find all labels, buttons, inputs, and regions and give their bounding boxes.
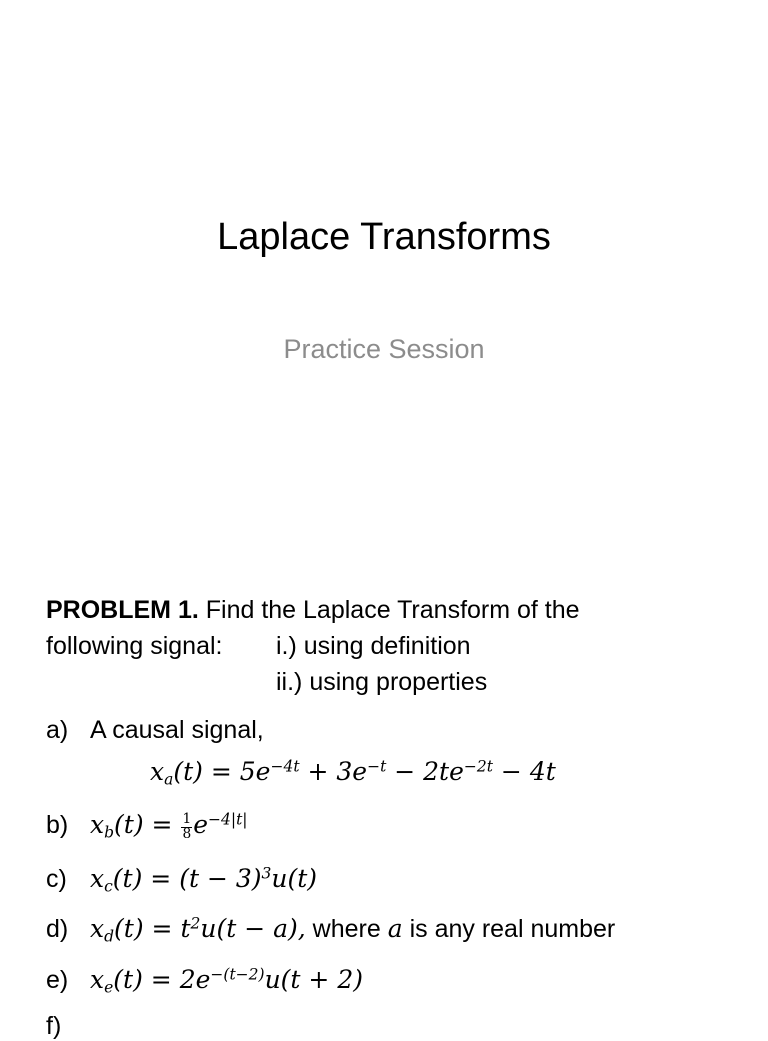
slide-title: Laplace Transforms [217, 216, 551, 258]
problem-line-1 [46, 592, 746, 628]
eq-c-lhs: x [90, 864, 105, 893]
part-c-label: c) [46, 865, 67, 893]
eq-b-fraction [181, 813, 192, 842]
part-c [46, 864, 317, 894]
eq-a-sub: a [164, 770, 174, 789]
eq-b-exp: −4|t| [208, 810, 248, 829]
part-b-equation [90, 810, 248, 842]
eq-c-exp: 3 [261, 864, 272, 883]
part-d-text-1: where [305, 915, 388, 943]
problem-text-2: following signal: [46, 632, 223, 660]
eq-a-rhs-2: + 3e [299, 757, 368, 786]
eq-d-exp: 2 [190, 914, 201, 933]
eq-d-rhs: (t) = t [114, 914, 191, 943]
eq-a-exp-1: −4t [270, 757, 300, 776]
part-d-text-2: is any real number [402, 915, 616, 943]
eq-a-exp-3: −2t [463, 757, 493, 776]
part-a [46, 716, 264, 745]
eq-c-rhs: (t) = (t − 3) [112, 864, 262, 893]
part-d-label: d) [46, 915, 69, 943]
slide-subtitle: Practice Session [283, 334, 485, 364]
eq-d-sub: d [104, 927, 115, 946]
problem-line-2 [46, 628, 746, 664]
part-e-equation [90, 965, 363, 997]
part-a-equation [150, 757, 556, 789]
eq-a-lhs: x [150, 757, 165, 786]
eq-b-numerator: 1 [182, 811, 192, 828]
part-d-variable: a [387, 914, 403, 943]
problem-statement [46, 592, 746, 700]
eq-a-rhs-4: − 4t [492, 757, 556, 786]
problem-text-1: Find the Laplace Transform of the [198, 596, 580, 624]
eq-e-lhs: x [90, 965, 105, 994]
eq-b-rhs: (t) = [114, 810, 181, 839]
eq-b-lhs: x [90, 810, 105, 839]
eq-e-sub: e [104, 978, 114, 997]
eq-b-denominator: 8 [182, 825, 192, 842]
eq-b-e: e [193, 810, 208, 839]
part-d [46, 914, 615, 944]
eq-e-exp: −(t−2) [210, 965, 265, 984]
part-f-label: f) [46, 1012, 62, 1040]
eq-b-sub: b [104, 823, 115, 842]
eq-a-exp-2: −t [367, 757, 387, 776]
eq-c-end: u(t) [271, 864, 318, 893]
method-properties: ii.) using properties [276, 668, 488, 696]
part-a-label: a) [46, 716, 69, 744]
eq-a-rhs-3: − 2te [386, 757, 464, 786]
eq-d-lhs: x [90, 914, 105, 943]
part-b [46, 810, 248, 842]
part-b-label: b) [46, 811, 69, 839]
method-definition: i.) using definition [276, 632, 471, 660]
part-f [46, 1012, 90, 1041]
eq-e-end: u(t + 2) [264, 965, 363, 994]
part-d-equation [90, 914, 306, 946]
part-a-text: A causal signal, [90, 716, 264, 744]
part-e-label: e) [46, 966, 69, 994]
part-e [46, 965, 363, 995]
eq-a-rhs-1: (t) = 5e [173, 757, 271, 786]
problem-label: PROBLEM 1. [46, 596, 199, 624]
part-c-equation [90, 864, 318, 896]
eq-e-rhs: (t) = 2e [113, 965, 211, 994]
eq-d-end: u(t − a), [200, 914, 306, 943]
eq-c-sub: c [104, 877, 113, 896]
